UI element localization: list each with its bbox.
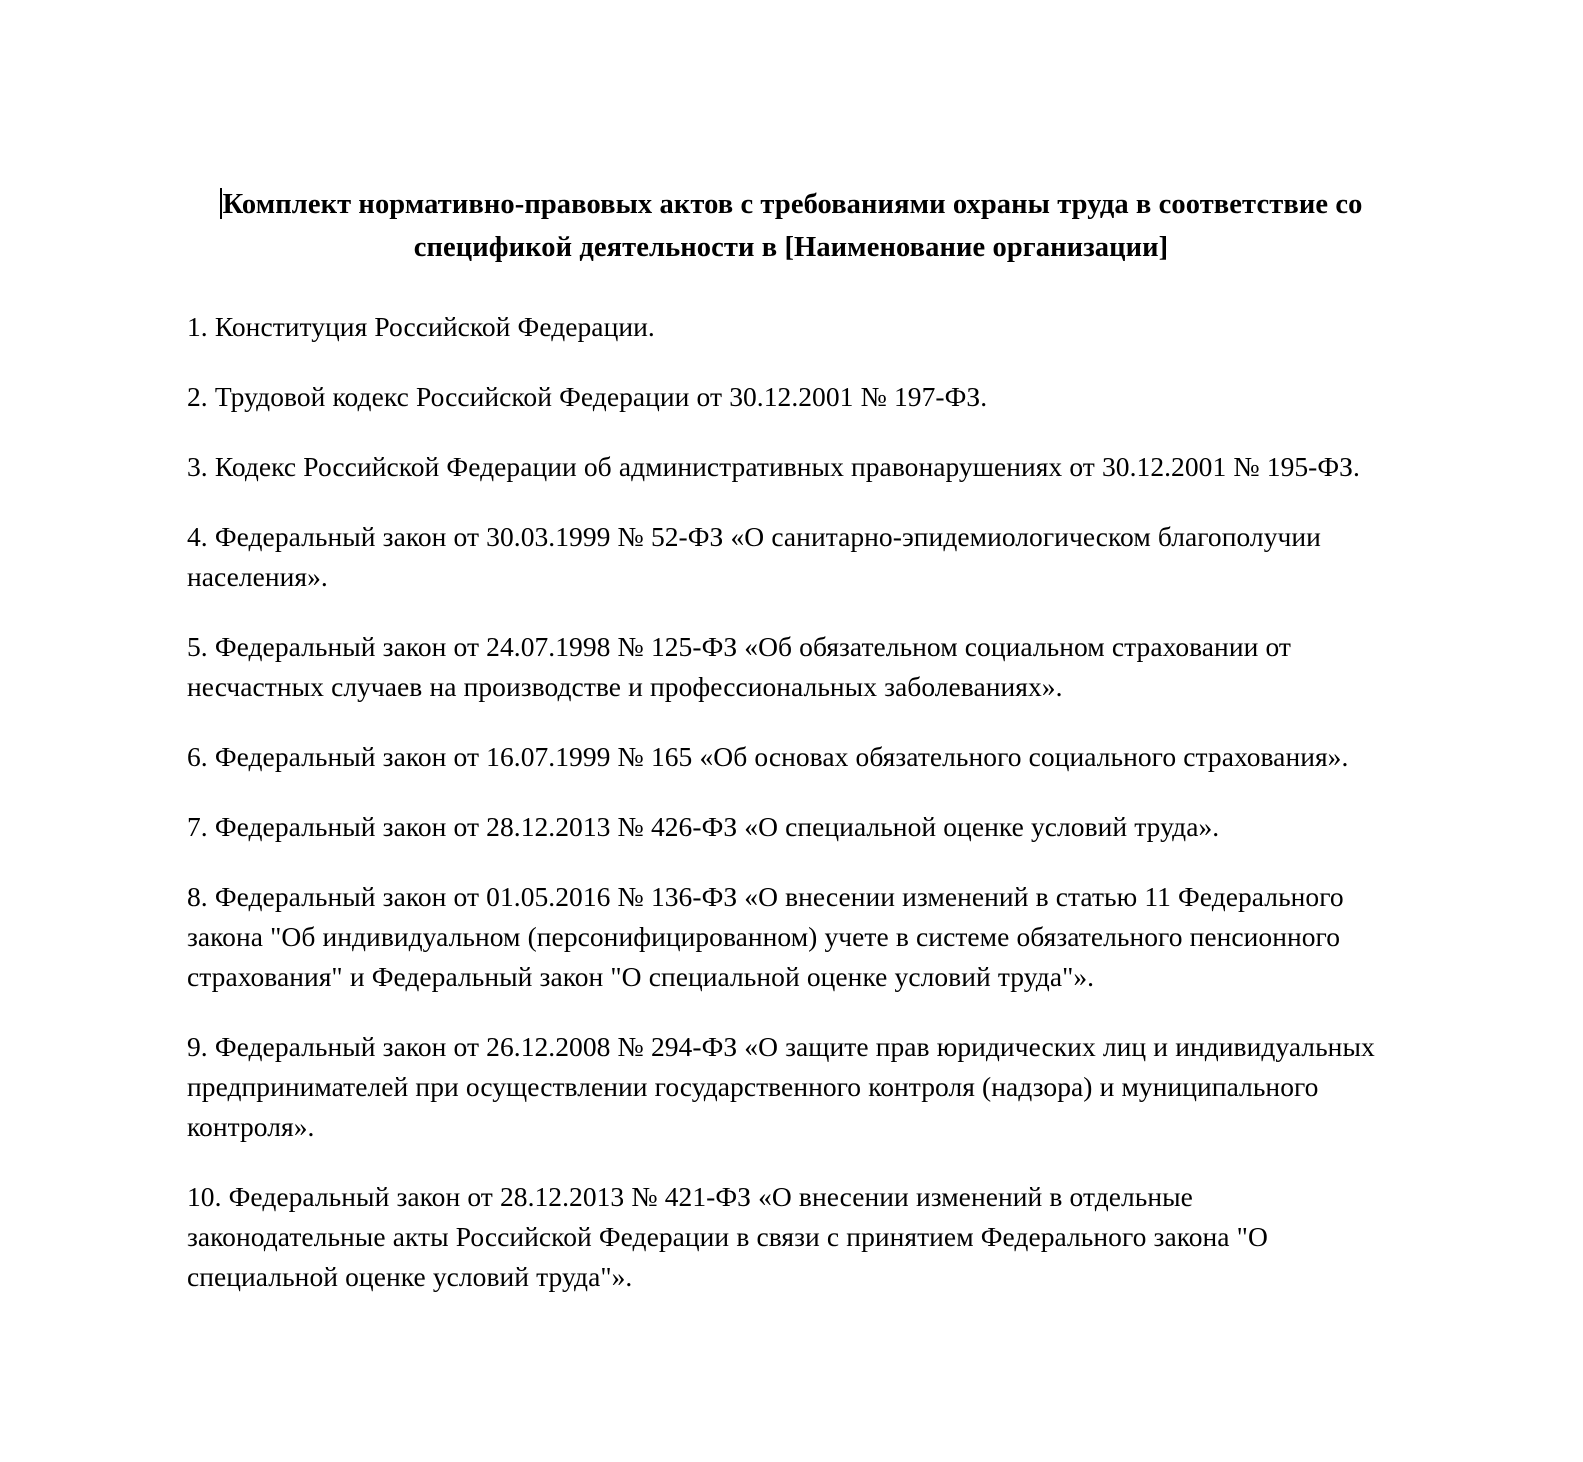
document-content-column: [187, 0, 1395, 1297]
list-item[interactable]: 2. Трудовой кодекс Российской Федерации от 30.12.2001 № 197-ФЗ.: [187, 381, 988, 412]
list-item[interactable]: 3. Кодекс Российской Федерации об административных правонарушениях от 30.12.2001 № 195-ФЗ.: [187, 451, 1360, 482]
text-cursor-caret: [220, 188, 222, 219]
list-item[interactable]: 4. Федеральный закон от 30.03.1999 № 52-ФЗ «О санитарно-эпидемиологическом благополучии населения».: [187, 521, 1321, 592]
document-title[interactable]: [187, 0, 1395, 269]
list-item[interactable]: 6. Федеральный закон от 16.07.1999 № 165 «Об основах обязательного социального страхования».: [187, 741, 1349, 772]
list-item[interactable]: 1. Конституция Российской Федерации.: [187, 311, 655, 342]
document-title-text: Комплект нормативно-правовых актов с требованиями охраны труда в соответствие со спецификой деятельности в [Наименование организации]: [222, 189, 1363, 263]
list-item[interactable]: 9. Федеральный закон от 26.12.2008 № 294-ФЗ «О защите прав юридических лиц и индивидуальных предпринимателей при осуществлении государственного контроля (надзора) и муниципального контроля».: [187, 1031, 1375, 1142]
list-item[interactable]: 10. Федеральный закон от 28.12.2013 № 421-ФЗ «О внесении изменений в отдельные законодательные акты Российской Федерации в связи с принятием Федерального закона "О специальной оценке условий труда"».: [187, 1181, 1268, 1292]
list-item[interactable]: 8. Федеральный закон от 01.05.2016 № 136-ФЗ «О внесении изменений в статью 11 Федерального закона "Об индивидуальном (персонифицированном) учете в системе обязательного пенсионного страхования" и Федеральный закон "О специальной оценке условий труда"».: [187, 881, 1344, 992]
list-item[interactable]: 7. Федеральный закон от 28.12.2013 № 426-ФЗ «О специальной оценке условий труда».: [187, 811, 1220, 842]
list-item[interactable]: 5. Федеральный закон от 24.07.1998 № 125-ФЗ «Об обязательном социальном страховании от несчастных случаев на производстве и профессиональных заболеваниях».: [187, 631, 1291, 702]
